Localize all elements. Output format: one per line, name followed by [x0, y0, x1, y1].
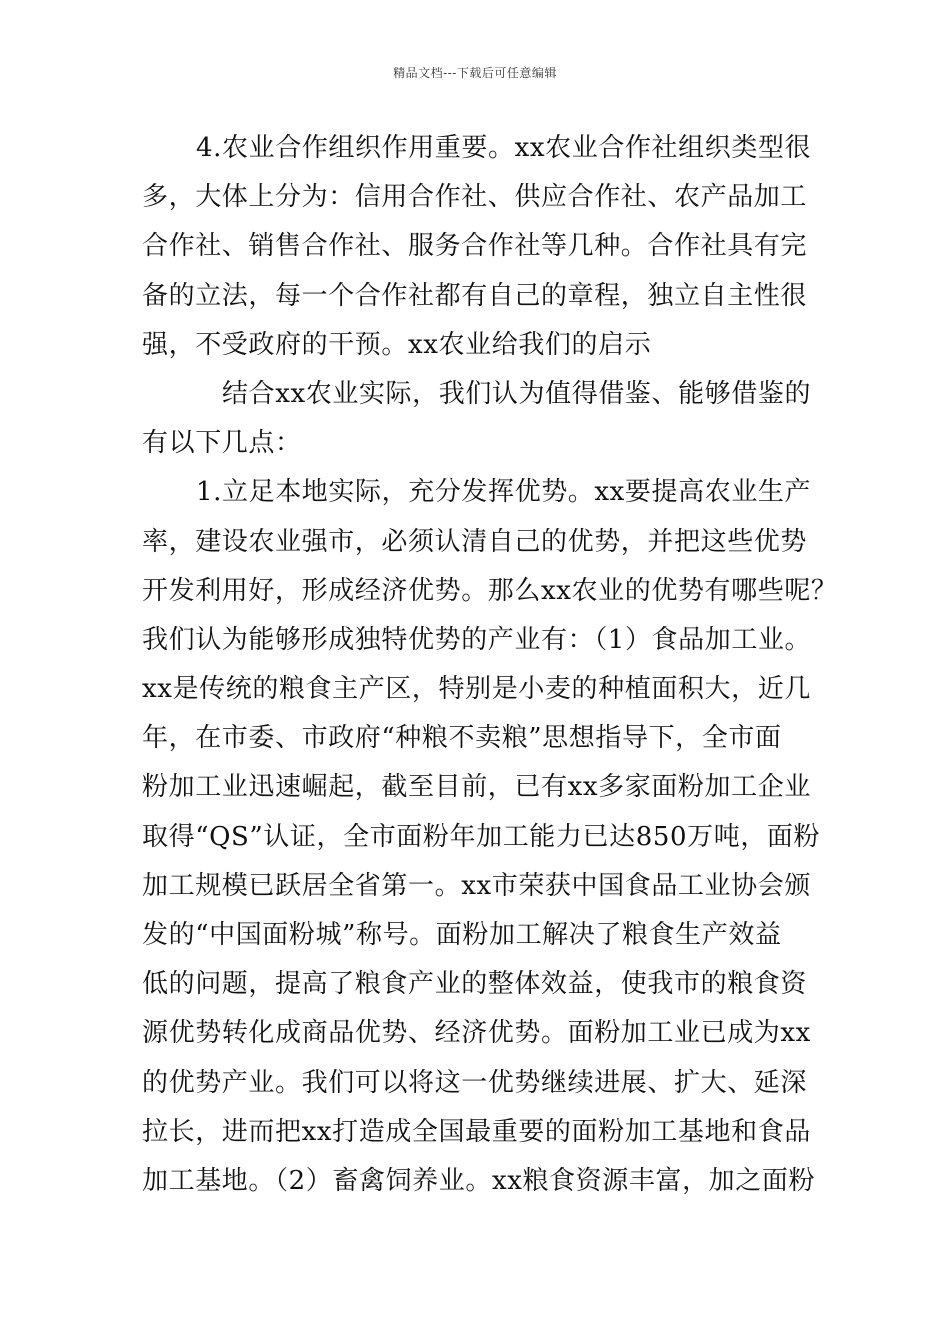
- paragraph-line: 发的“中国面粉城”称号。面粉加工解决了粮食生产效益: [142, 920, 782, 950]
- paragraph-line: 取得“QS”认证，全市面粉年加工能力已达850万吨，面粉: [142, 821, 821, 852]
- paragraph-line: 我们认为能够形成独特优势的产业有：（1）食品加工业。: [142, 624, 812, 655]
- paragraph-line: 年，在市委、市政府“种粮不卖粮”思想指导下，全市面: [142, 723, 782, 754]
- paragraph-line: 拉长，进而把xx打造成全国最重要的面粉加工基地和食品: [142, 1116, 811, 1147]
- paragraph-line: 合作社、销售合作社、服务合作社等几种。合作社具有完: [142, 231, 808, 262]
- paragraph-line: 率，建设农业强市，必须认清自己的优势，并把这些优势: [142, 526, 808, 557]
- paragraph-line: xx是传统的粮食主产区，特别是小麦的种植面积大，近几: [142, 674, 811, 705]
- paragraph-line: 强，不受政府的干预。xx农业给我们的启示: [142, 329, 652, 360]
- paragraph-line: 加工规模已跃居全省第一。xx市荣获中国食品工业协会颁: [142, 870, 811, 901]
- paragraph-line: 加工基地。（2）畜禽饲养业。xx粮食资源丰富，加之面粉: [142, 1165, 816, 1196]
- paragraph-line: 4.农业合作组织作用重要。xx农业合作社组织类型很: [196, 133, 812, 163]
- paragraph-line: 多，大体上分为：信用合作社、供应合作社、农产品加工: [142, 182, 808, 213]
- paragraph-line: 粉加工业迅速崛起，截至目前，已有xx多家面粉加工企业: [142, 772, 811, 803]
- paragraph-line: 备的立法，每一个合作社都有自己的章程，独立自主性很: [142, 280, 808, 311]
- paragraph-line: 结合xx农业实际，我们认为值得借鉴、能够借鉴的: [222, 378, 812, 409]
- paragraph-line: 有以下几点：: [142, 428, 302, 459]
- document-body: [142, 124, 838, 1206]
- paragraph-line: 源优势转化成商品优势、经济优势。面粉加工业已成为xx: [142, 1018, 811, 1049]
- paragraph-line: 低的问题，提高了粮食产业的整体效益，使我市的粮食资: [142, 969, 808, 1000]
- paragraph-line: 1.立足本地实际，充分发挥优势。xx要提高农业生产: [196, 477, 812, 508]
- page-header: 精品文档---下载后可任意编辑: [393, 66, 557, 80]
- paragraph-line: 开发利用好，形成经济优势。那么xx农业的优势有哪些呢？: [142, 575, 838, 606]
- paragraph-line: 的优势产业。我们可以将这一优势继续进展、扩大、延深: [142, 1067, 808, 1098]
